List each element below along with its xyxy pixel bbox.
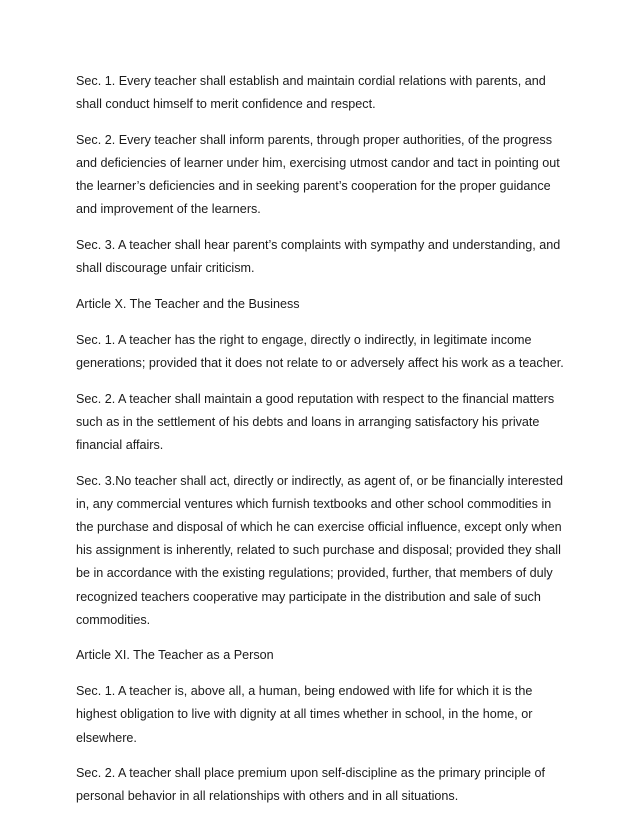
text-line: such as in the settlement of his debts and loans in arranging satisfactory his private <box>76 414 540 429</box>
text-line: shall discourage unfair criticism. <box>76 261 255 276</box>
text-line: in, any commercial ventures which furnish textbooks and other school commodities in <box>76 496 552 511</box>
text-line: elsewhere. <box>76 730 137 745</box>
article-x-heading <box>76 293 566 316</box>
text-line: Sec. 2. A teacher shall maintain a good reputation with respect to the financial matters <box>76 391 555 406</box>
text-line: Sec. 3.No teacher shall act, directly or indirectly, as agent of, or be financially interested <box>76 473 563 488</box>
text-line: and improvement of the learners. <box>76 202 261 217</box>
text-line: recognized teachers cooperative may participate in the distribution and sale of such <box>76 589 541 604</box>
text-line: Sec. 1. A teacher has the right to engage, directly o indirectly, in legitimate income <box>76 332 532 347</box>
text-line: highest obligation to live with dignity at all times whether in school, in the home, or <box>76 707 533 722</box>
text-line: Sec. 1. A teacher is, above all, a human, being endowed with life for which it is the <box>76 684 533 699</box>
text-line: financial affairs. <box>76 437 164 452</box>
text-line: Sec. 1. Every teacher shall establish and maintain cordial relations with parents, and <box>76 74 546 88</box>
text-line: Sec. 2. Every teacher shall inform parents, through proper authorities, of the progress <box>76 132 553 147</box>
text-line: Sec. 2. A teacher shall place premium upon self-discipline as the primary principle of <box>76 766 545 781</box>
text-line: Article XI. The Teacher as a Person <box>76 648 274 663</box>
text-line: Article X. The Teacher and the Business <box>76 297 300 311</box>
text-line: shall conduct himself to merit confidence and respect. <box>76 97 376 112</box>
article-xi-heading <box>76 644 566 667</box>
paragraph-sec1-person <box>76 680 566 750</box>
document-body <box>76 70 566 821</box>
text-line: generations; provided that it does not relate to or adversely affect his work as a teacher. <box>76 355 564 370</box>
text-line: the learner’s deficiencies and in seeking parent’s cooperation for the proper guidance <box>76 179 551 194</box>
text-line: commodities. <box>76 612 151 627</box>
paragraph-sec3-parents <box>76 234 566 280</box>
paragraph-sec2-person <box>76 762 566 808</box>
paragraph-sec2-business <box>76 388 566 458</box>
text-line: his assignment is inherently, related to such purchase and disposal; provided they shall <box>76 543 561 558</box>
paragraph-sec3-business <box>76 470 566 632</box>
text-line: the purchase and disposal of which he can exercise official influence, except only when <box>76 520 562 534</box>
paragraph-sec2-parents <box>76 129 566 222</box>
text-line: and deficiencies of learner under him, exercising utmost candor and tact in pointing out <box>76 156 560 171</box>
paragraph-sec1-parents <box>76 70 566 116</box>
text-line: personal behavior in all relationships with others and in all situations. <box>76 789 459 804</box>
text-line: be in accordance with the existing regulations; provided, further, that members of duly <box>76 566 553 581</box>
paragraph-sec1-business <box>76 329 566 375</box>
text-line: Sec. 3. A teacher shall hear parent’s complaints with sympathy and understanding, and <box>76 238 561 253</box>
